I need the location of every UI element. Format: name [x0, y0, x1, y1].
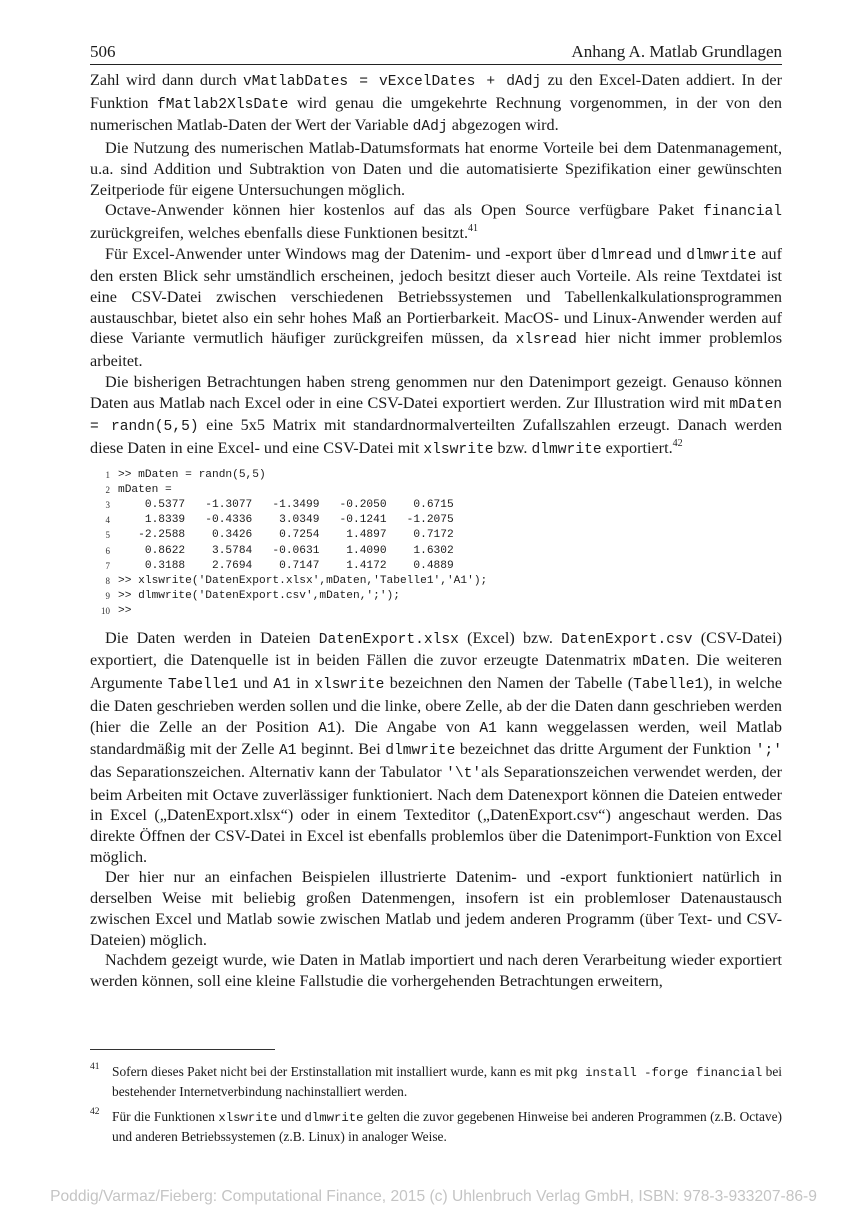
inline-code: Tabelle1 — [633, 677, 704, 694]
inline-code: dlmread — [590, 247, 653, 264]
copyright-watermark: Poddig/Varmaz/Fieberg: Computational Finance, 2015 (c) Uhlenbruch Verlag GmbH, ISBN: 978-3-933207-86-9 — [50, 1188, 817, 1205]
paragraph — [90, 867, 782, 950]
text: zu den Excel-Daten addiert. In der Funktion — [90, 71, 782, 112]
text: . Die weiteren Argumente — [90, 651, 782, 693]
code-line — [90, 604, 782, 619]
text: (CSV-Datei) exportiert, die Datenquelle ist in beiden Fällen die zuvor erzeugte Datenmatrix — [90, 628, 783, 670]
text: und — [238, 674, 274, 693]
code-listing — [90, 468, 782, 620]
inline-code: DatenExport.xlsx — [318, 631, 459, 648]
inline-code: Tabelle1 — [167, 677, 239, 694]
text: Die bisherigen Betrachtungen haben streng genommen nur den Datenimport gezeigt. Genauso können Daten aus Matlab nach Excel oder in eine CSV-Datei exportiert werden. Zur Illustration wird mit — [90, 372, 782, 412]
code-line — [90, 528, 782, 543]
code-text: >> mDaten = randn(5,5) — [118, 468, 266, 481]
footnote — [90, 1063, 782, 1100]
line-number: 9 — [105, 591, 110, 602]
text: hier nicht immer problemlos arbeitet. — [90, 329, 783, 371]
paragraph — [90, 950, 782, 991]
text: ). Die Angabe von — [335, 717, 480, 736]
code-text: mDaten = — [118, 483, 172, 496]
line-number: 5 — [105, 530, 110, 541]
inline-code: ';' — [755, 743, 782, 760]
text: Die Nutzung des numerischen Matlab-Datumsformats hat enorme Vorteile bei dem Datenmanagement, u.a. sind Addition und Subtraktion von Daten und die automatisierte Spezifikation einer gewünschten Zeitperiode für eigene Untersuchungen möglich. — [90, 139, 782, 199]
code-line — [90, 468, 782, 483]
inline-code: xlsread — [515, 332, 577, 349]
code-text: 0.3188 2.7694 0.7147 1.4172 0.4889 — [118, 559, 454, 572]
text: Zahl wird dann durch — [90, 71, 244, 89]
code-text: 0.8622 3.5784 -0.0631 1.4090 1.6302 — [118, 544, 454, 557]
inline-code: fMatlab2XlsDate — [157, 96, 289, 113]
text: bzw. — [493, 438, 532, 457]
footnote-number: 41 — [90, 1062, 100, 1072]
text: abgezogen wird. — [447, 116, 559, 135]
text: Octave-Anwender können hier kostenlos auf das als Open Source verfügbare Paket — [105, 201, 704, 220]
code-text: >> xlswrite('DatenExport.xlsx',mDaten,'Tabelle1','A1'); — [118, 575, 488, 588]
text: kann weggelassen werden, weil Matlab standardmäßig mit der Zelle — [90, 717, 782, 759]
text: und — [277, 1109, 305, 1124]
inline-code: A1 — [318, 720, 336, 737]
paragraph — [90, 70, 782, 138]
code-line — [90, 513, 782, 528]
code-line — [90, 559, 782, 574]
page-number: 506 — [90, 42, 116, 61]
inline-code: dAdj — [412, 119, 448, 136]
text: Für Excel-Anwender unter Windows mag der Datenim- und -export über — [105, 244, 591, 263]
text: exportiert. — [601, 438, 673, 457]
text: eine 5x5 Matrix mit standardnormalverteilten Zufallszahlen erzeugt. Danach werden diese Daten in eine Excel- und eine CSV-Datei mit — [90, 416, 782, 457]
inline-code: xlswrite — [218, 1111, 278, 1125]
text: Die Daten werden in Dateien — [105, 628, 319, 647]
inline-code: dlmwrite — [686, 247, 757, 264]
code-line — [90, 589, 782, 604]
inline-code: financial — [703, 204, 782, 221]
inline-code: dlmwrite — [385, 743, 456, 760]
inline-code: A1 — [279, 743, 297, 760]
inline-code: mDaten = randn(5,5) — [90, 396, 782, 436]
text: Für die Funktionen — [112, 1109, 219, 1124]
running-title: Anhang A. Matlab Grundlagen — [571, 42, 782, 61]
inline-code: dlmwrite — [531, 441, 602, 458]
inline-code: A1 — [479, 720, 497, 737]
footnote-ref[interactable]: 41 — [468, 222, 479, 234]
inline-code: '\t' — [446, 765, 482, 782]
code-text: >> dlmwrite('DatenExport.csv',mDaten,';'); — [118, 590, 400, 603]
text: wird genau die umgekehrte Rechnung vorgenommen, in der von den numerischen Matlab-Daten der Wert der Variable — [90, 93, 782, 135]
code-text: 1.8339 -0.4336 3.0349 -0.1241 -1.2075 — [118, 514, 454, 527]
line-number: 7 — [105, 560, 110, 571]
text: auf den ersten Blick sehr umständlich erscheinen, jedoch besitzt dieser auch Vorteile. Als reine Textdatei ist eine CSV-Datei zwischen verschiedenen Betriebssystemen und Tabellenkalkulationsprogrammen austauschbar, bietet also ein sehr hohes Maß an Portierbarkeit. MacOS- und Linux-Anwender werden auf diese Variante vermutlich häufiger zurückgreifen müssen, da — [90, 244, 782, 348]
line-number: 1 — [105, 469, 110, 480]
text: als Separationszeichen verwendet werden, der beim Arbeiten mit Octave zuverlässiger funktioniert. Nach dem Datenexport können die Dateien entweder in Excel („DatenExport.xlsx“) oder in einem Texteditor („DatenExport.csv“) angeschaut werden. Das direkte Öffnen der CSV-Datei in Excel ist ebenfalls problemlos über die Datenimport-Funktion von Excel möglich. — [90, 762, 782, 866]
line-number: 2 — [105, 484, 110, 495]
paragraph — [90, 244, 782, 372]
footnote — [90, 1108, 782, 1145]
text: bei bestehender Internetverbindung nachinstalliert werden. — [112, 1064, 782, 1099]
text: das Separationszeichen. Alternativ kann der Tabulator — [90, 762, 447, 781]
code-line — [90, 544, 782, 559]
text: bezeichnen den Namen der Tabelle ( — [384, 674, 634, 693]
line-number: 4 — [105, 515, 110, 526]
inline-code: pkg install -forge financial — [555, 1066, 763, 1080]
footnote-number: 42 — [90, 1107, 100, 1117]
text: beginnt. Bei — [296, 740, 386, 759]
text: zurückgreifen, welches ebenfalls diese Funktionen besitzt. — [90, 223, 469, 242]
footnote-ref[interactable]: 42 — [672, 437, 683, 449]
code-text: >> — [118, 605, 132, 618]
inline-code: DatenExport.csv — [561, 631, 693, 648]
inline-code: vMatlabDates = vExcelDates + dAdj — [243, 74, 542, 90]
text: in — [290, 674, 315, 693]
text: gelten die zuvor gegebenen Hinweise bei anderen Programmen (z.B. Octave) und anderen Betriebssystemen (z.B. Linux) in analoger Weise. — [112, 1109, 783, 1144]
paragraph — [90, 200, 782, 243]
footnote-divider — [90, 1049, 275, 1050]
inline-code: dlmwrite — [304, 1111, 364, 1125]
paragraph — [90, 372, 782, 461]
text: Sofern dieses Paket nicht bei der Erstinstallation mit installiert wurde, kann es mit — [112, 1064, 556, 1079]
text: bezeichnet das dritte Argument der Funktion — [455, 740, 756, 759]
line-number: 3 — [105, 500, 110, 511]
page-header — [90, 42, 782, 65]
inline-code: A1 — [273, 677, 291, 694]
code-text: -2.2588 0.3426 0.7254 1.4897 0.7172 — [118, 529, 454, 542]
body-text — [90, 70, 782, 992]
inline-code: xlswrite — [314, 677, 385, 694]
code-line — [90, 498, 782, 513]
line-number: 8 — [105, 576, 110, 587]
code-text: 0.5377 -1.3077 -1.3499 -0.2050 0.6715 — [118, 499, 454, 512]
text: Nachdem gezeigt wurde, wie Daten in Matlab importiert und nach deren Verarbeitung wieder exportiert werden können, soll eine kleine Fallstudie die vorhergehenden Betrachtungen erweitern, — [90, 951, 782, 990]
line-number: 6 — [105, 545, 110, 556]
text: Der hier nur an einfachen Beispielen illustrierte Datenim- und -export funktioniert natürlich in derselben Weise mit beliebig großen Datenmengen, insofern ist ein problemloser Datenaustausch zwischen Excel und Matlab sowie zwischen Matlab und jedem anderen Programm (über Text- und CSV-Dateien) möglich. — [90, 868, 782, 949]
paragraph — [90, 138, 782, 200]
inline-code: mDaten — [632, 654, 686, 671]
code-line — [90, 574, 782, 589]
text: (Excel) bzw. — [458, 628, 562, 647]
text: ), in welche die Daten geschrieben werden sollen und die linke, obere Zelle, ab der die Daten dann geschrieben werden (hier die Zelle an der Position — [90, 674, 783, 736]
footnotes — [90, 1063, 782, 1153]
text: und — [652, 244, 687, 263]
code-line — [90, 483, 782, 498]
line-number: 10 — [101, 606, 110, 617]
inline-code: xlswrite — [423, 441, 494, 458]
paragraph — [90, 628, 782, 868]
